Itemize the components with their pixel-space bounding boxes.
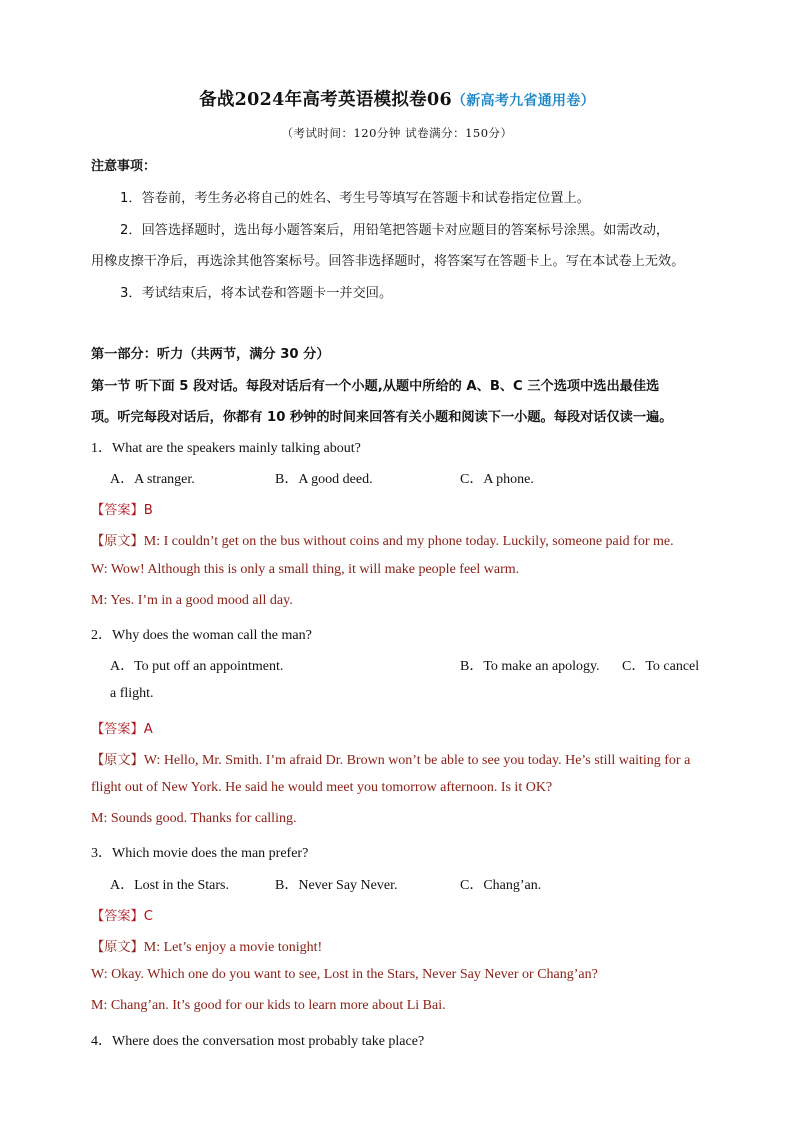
q2-transcript-line-1: W: Hello, Mr. Smith. I’m afraid Dr. Brown won’t be able to see you today. He’s still waiting for a: [143, 753, 691, 768]
notice-heading: 注意事项：: [91, 159, 157, 174]
q3-option-b: B．Never Say Never.: [275, 878, 398, 893]
q2-transcript-tag: 【原文】: [91, 753, 144, 768]
q3-transcript-3: M: Chang’an. It’s good for our kids to learn more about Li Bai.: [91, 998, 446, 1013]
question-3: 3．Which movie does the man prefer?: [91, 846, 309, 861]
q2-option-c: C．To cancel: [622, 659, 700, 674]
question-2: 2．Why does the woman call the man?: [91, 628, 312, 643]
q2-transcript-1: [91, 749, 704, 769]
section-instructions: 第一节 听下面 5 段对话。每段对话后有一个小题,从题中所给的 A、B、C 三个选项中选出最佳选: [91, 379, 660, 394]
q1-transcript-1: [91, 530, 704, 550]
q1-option-b: B．A good deed.: [275, 472, 373, 487]
title-main: 备战2024年高考英语模拟卷06: [199, 90, 452, 110]
section-instructions-cont: 项。听完每段对话后，你都有 10 秒钟的时间来回答有关小题和阅读下一小题。每段对话仅读一遍。: [91, 410, 673, 425]
q2-transcript-1-cont: flight out of New York. He said he would meet you tomorrow afternoon. Is it OK?: [91, 780, 553, 795]
q1-answer: 【答案】B: [91, 503, 153, 518]
question-1: 1．What are the speakers mainly talking about?: [91, 441, 361, 456]
q2-option-c-cont: a flight.: [110, 686, 154, 701]
q1-transcript-2: W: Wow! Although this is only a small thing, it will make people feel warm.: [91, 562, 520, 577]
q1-option-c: C．A phone.: [460, 472, 534, 487]
q3-transcript-line-1: M: Let’s enjoy a movie tonight!: [143, 940, 323, 955]
q3-option-a: A．Lost in the Stars.: [110, 878, 229, 893]
part1-heading: 第一部分：听力（共两节，满分 30 分）: [91, 347, 330, 362]
q1-transcript-tag: 【原文】: [91, 534, 144, 549]
q3-answer: 【答案】C: [91, 909, 153, 924]
q1-transcript-3: M: Yes. I’m in a good mood all day.: [91, 593, 293, 608]
q3-transcript-tag: 【原文】: [91, 940, 144, 955]
q2-option-b: B．To make an apology.: [460, 659, 600, 674]
q1-transcript-line-1: M: I couldn’t get on the bus without coins and my phone today. Luckily, someone paid for me.: [143, 534, 674, 549]
q1-option-a: A．A stranger.: [110, 472, 195, 487]
exam-time-info: （考试时间：120分钟 试卷满分：150分）: [281, 126, 513, 140]
q3-option-c: C．Chang’an.: [460, 878, 542, 893]
notice-item-2: 2．回答选择题时，选出每小题答案后，用铅笔把答题卡对应题目的答案标号涂黑。如需改动，: [120, 223, 670, 238]
q3-transcript-2: W: Okay. Which one do you want to see, Lost in the Stars, Never Say Never or Chang’an?: [91, 967, 598, 982]
notice-item-1: 1．答卷前，考生务必将自己的姓名、考生号等填写在答题卡和试卷指定位置上。: [120, 191, 590, 206]
title-subtitle: （新高考九省通用卷）: [451, 93, 595, 109]
q3-transcript-1: [91, 936, 704, 956]
page-title: [0, 86, 794, 111]
q2-option-a: A．To put off an appointment.: [110, 659, 284, 674]
notice-item-3: 3．考试结束后，将本试卷和答题卡一并交回。: [120, 286, 393, 301]
notice-item-2-cont: 用橡皮擦干净后，再选涂其他答案标号。回答非选择题时，将答案写在答题卡上。写在本试卷上无效。: [91, 254, 685, 269]
q2-transcript-2: M: Sounds good. Thanks for calling.: [91, 811, 297, 826]
q2-answer: 【答案】A: [91, 722, 153, 737]
question-4: 4．Where does the conversation most probably take place?: [91, 1034, 425, 1049]
